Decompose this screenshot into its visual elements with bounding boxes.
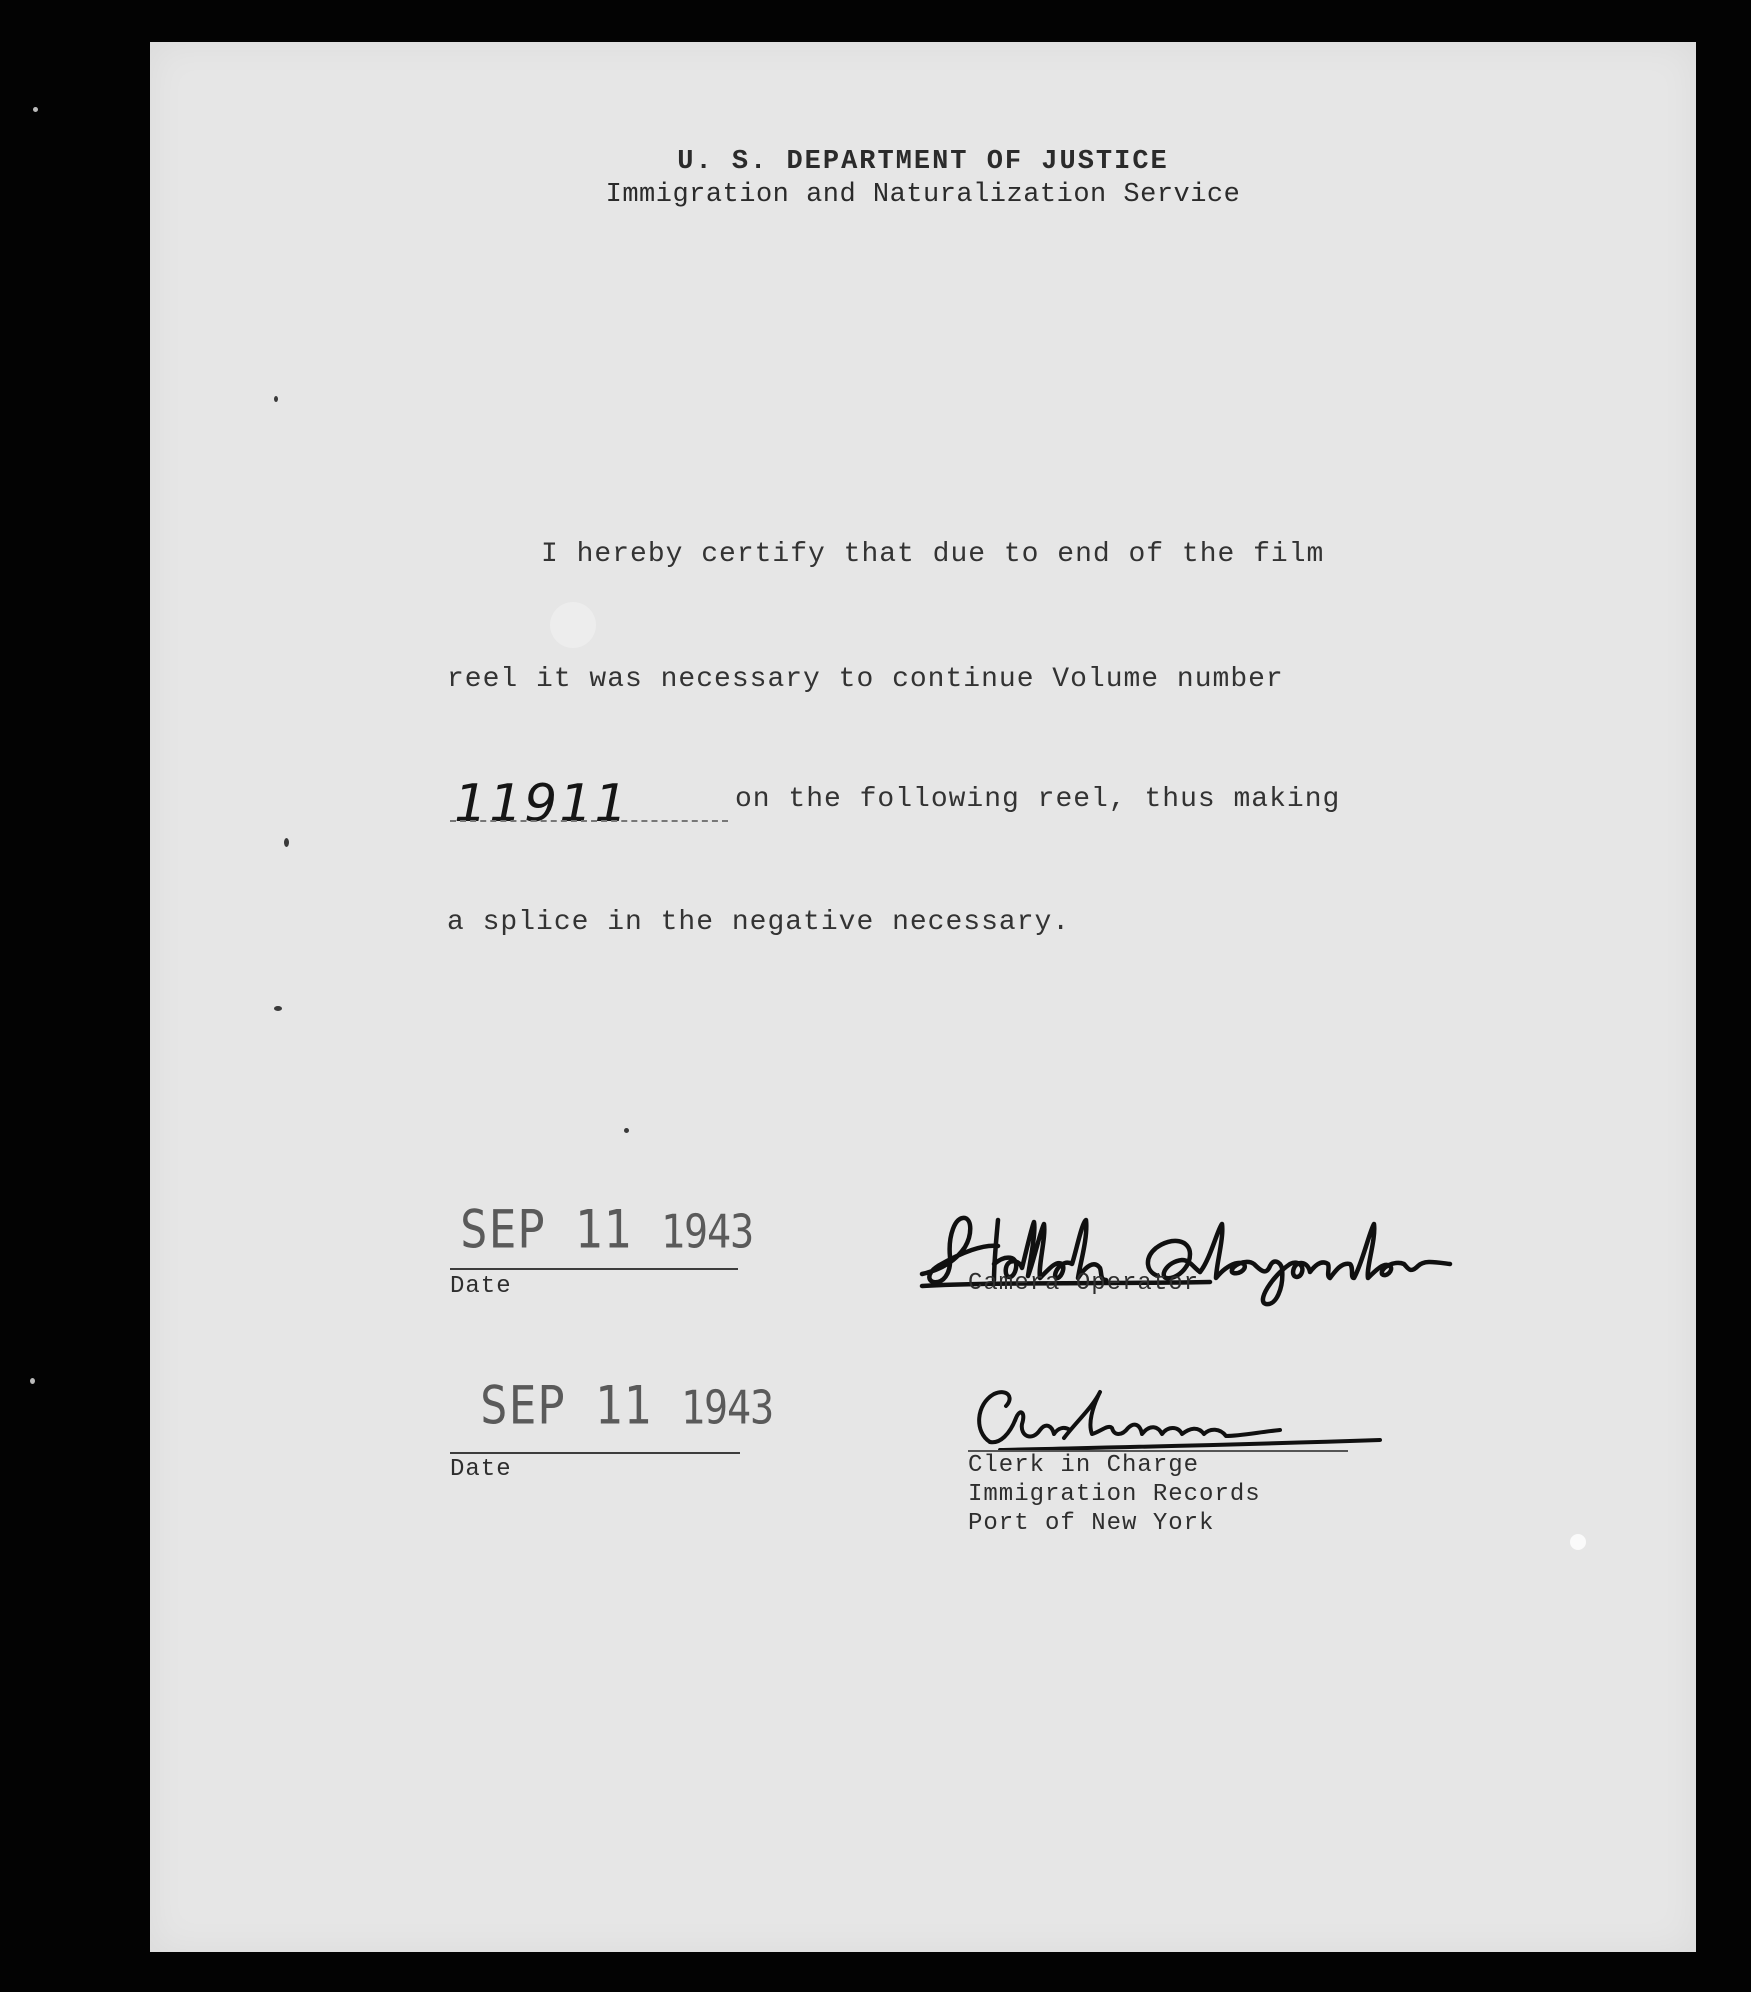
clerk-role-line-1: Clerk in Charge — [968, 1452, 1200, 1479]
volume-number-underline — [450, 820, 728, 822]
agency-heading: U. S. DEPARTMENT OF JUSTICE — [677, 147, 1169, 177]
date-label-2: Date — [450, 1456, 512, 1483]
certificate-line-3: on the following reel, thus making — [735, 784, 1341, 815]
dust-speck — [1570, 1534, 1586, 1550]
certificate-line-1: I hereby certify that due to end of the film — [541, 539, 1325, 570]
date-stamp-2-year: 1943 — [680, 1381, 774, 1435]
document-page — [150, 42, 1696, 1952]
date-label-1: Date — [450, 1273, 512, 1300]
date-stamp-1-day: SEP 11 — [460, 1197, 633, 1260]
date-stamp-2 — [480, 1374, 773, 1436]
dust-speck — [274, 1006, 282, 1011]
clerk-role-line-3: Port of New York — [968, 1510, 1215, 1537]
date-stamp-2-day: SEP 11 — [480, 1373, 653, 1436]
service-subheading: Immigration and Naturalization Service — [605, 180, 1241, 210]
volume-number: 11911 — [454, 774, 630, 834]
dust-speck — [274, 396, 278, 402]
dust-speck — [550, 602, 596, 648]
dust-speck — [624, 1128, 629, 1133]
clerk-role-line-2: Immigration Records — [968, 1481, 1261, 1508]
certificate-line-2: reel it was necessary to continue Volume number — [447, 664, 1284, 695]
date-stamp-1-year: 1943 — [660, 1205, 754, 1259]
certificate-line-4: a splice in the negative necessary. — [447, 907, 1071, 938]
film-speck — [33, 107, 38, 112]
date-line-1 — [450, 1268, 738, 1270]
date-line-2 — [450, 1452, 740, 1454]
camera-operator-label: Camera Operator — [968, 1270, 1200, 1297]
dust-speck — [284, 838, 289, 847]
film-speck — [30, 1378, 35, 1384]
date-stamp-1 — [460, 1198, 753, 1260]
